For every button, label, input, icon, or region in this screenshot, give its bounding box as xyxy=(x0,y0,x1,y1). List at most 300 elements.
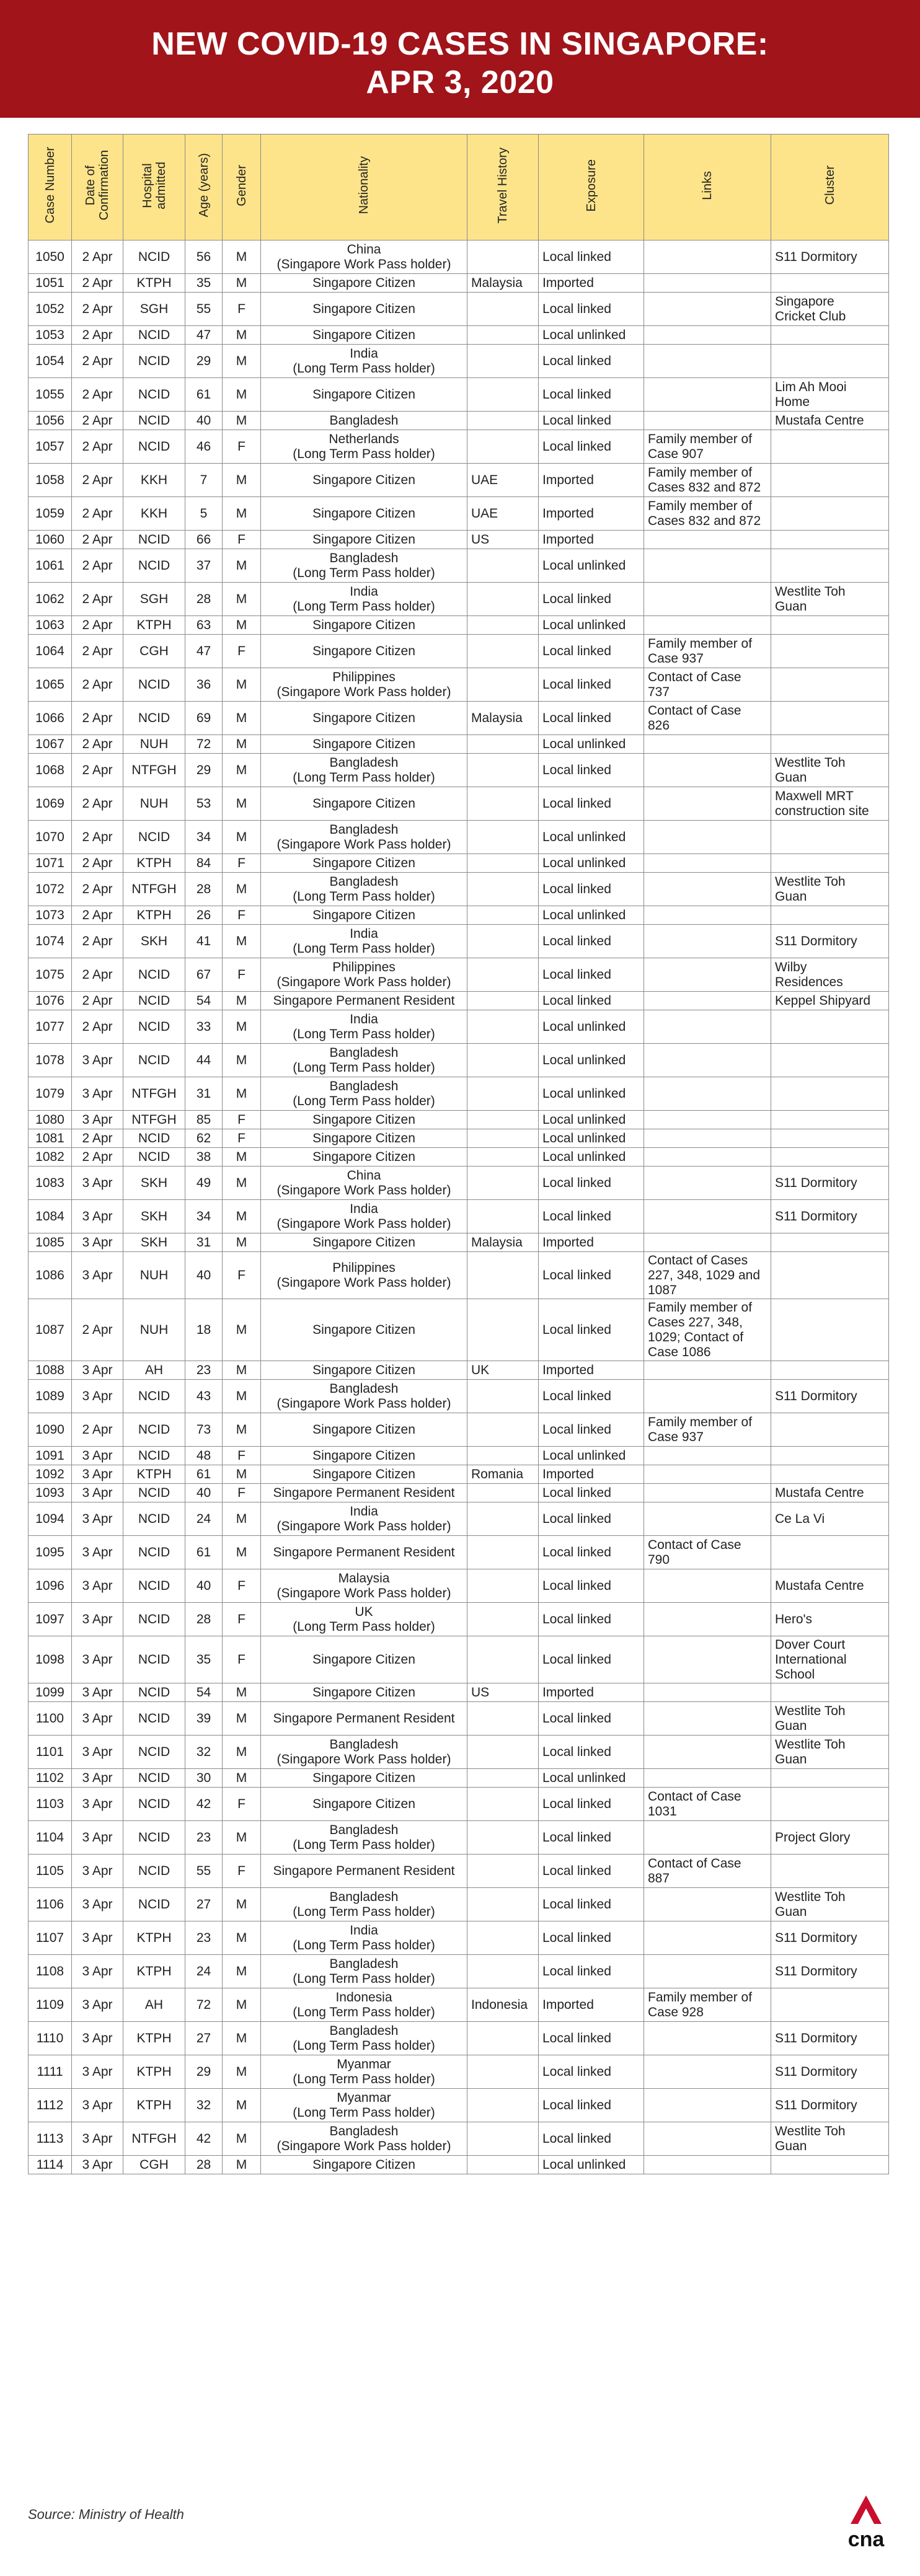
cell-age: 63 xyxy=(185,616,223,635)
cell-age: 28 xyxy=(185,1603,223,1636)
cell-nationality: Singapore Citizen xyxy=(261,1683,467,1702)
cell-cluster: S11 Dormitory xyxy=(771,1955,889,1988)
cell-travel-history xyxy=(467,583,539,616)
cell-hospital: NCID xyxy=(123,702,185,735)
cell-case-number: 1081 xyxy=(29,1129,72,1148)
cell-hospital: NCID xyxy=(123,1603,185,1636)
cell-age: 34 xyxy=(185,1200,223,1233)
cell-cluster xyxy=(771,1855,889,1888)
cell-age: 29 xyxy=(185,754,223,787)
cell-date: 2 Apr xyxy=(72,1413,123,1447)
cell-exposure: Local linked xyxy=(539,873,644,906)
cell-gender: M xyxy=(223,2022,261,2055)
cell-cluster: Westlite Toh Guan xyxy=(771,873,889,906)
cell-case-number: 1089 xyxy=(29,1380,72,1413)
cell-travel-history xyxy=(467,1769,539,1788)
cell-hospital: KTPH xyxy=(123,1465,185,1484)
cell-exposure: Local linked xyxy=(539,668,644,702)
cell-hospital: NTFGH xyxy=(123,1111,185,1129)
table-row xyxy=(29,787,889,821)
source-note: Source: Ministry of Health xyxy=(28,2507,184,2522)
cell-cluster: Westlite Toh Guan xyxy=(771,1702,889,1736)
table-row xyxy=(29,2055,889,2089)
cell-travel-history xyxy=(467,668,539,702)
cell-hospital: NCID xyxy=(123,430,185,464)
cell-case-number: 1102 xyxy=(29,1769,72,1788)
cell-hospital: NCID xyxy=(123,549,185,583)
cell-exposure: Local linked xyxy=(539,925,644,958)
cell-travel-history xyxy=(467,906,539,925)
cell-links xyxy=(644,378,771,412)
cell-exposure: Local unlinked xyxy=(539,1010,644,1044)
cases-table xyxy=(28,134,889,2174)
cell-age: 37 xyxy=(185,549,223,583)
cell-exposure: Local unlinked xyxy=(539,821,644,854)
table-row xyxy=(29,2122,889,2156)
cell-gender: M xyxy=(223,1233,261,1252)
cell-exposure: Local linked xyxy=(539,2022,644,2055)
cell-exposure: Imported xyxy=(539,1233,644,1252)
cell-age: 47 xyxy=(185,326,223,345)
cell-travel-history: UK xyxy=(467,1361,539,1380)
cell-gender: M xyxy=(223,754,261,787)
cell-travel-history xyxy=(467,2089,539,2122)
cell-age: 55 xyxy=(185,293,223,326)
cell-gender: M xyxy=(223,1921,261,1955)
table-header-row xyxy=(29,135,889,240)
cell-case-number: 1082 xyxy=(29,1148,72,1167)
cell-links xyxy=(644,531,771,549)
cell-case-number: 1078 xyxy=(29,1044,72,1077)
cell-case-number: 1073 xyxy=(29,906,72,925)
cell-links xyxy=(644,925,771,958)
cell-exposure: Local unlinked xyxy=(539,1111,644,1129)
cell-case-number: 1079 xyxy=(29,1077,72,1111)
cell-case-number: 1085 xyxy=(29,1233,72,1252)
cell-links xyxy=(644,1702,771,1736)
cell-date: 2 Apr xyxy=(72,668,123,702)
cell-gender: F xyxy=(223,1569,261,1603)
cell-date: 2 Apr xyxy=(72,635,123,668)
cell-age: 84 xyxy=(185,854,223,873)
cell-cluster: Westlite Toh Guan xyxy=(771,754,889,787)
cell-gender: M xyxy=(223,1200,261,1233)
cell-case-number: 1055 xyxy=(29,378,72,412)
cell-exposure: Local linked xyxy=(539,1636,644,1683)
cell-gender: M xyxy=(223,549,261,583)
cell-hospital: NCID xyxy=(123,1683,185,1702)
cell-age: 69 xyxy=(185,702,223,735)
cell-hospital: NCID xyxy=(123,326,185,345)
cell-case-number: 1086 xyxy=(29,1252,72,1299)
cell-exposure: Local linked xyxy=(539,2089,644,2122)
cell-gender: M xyxy=(223,1988,261,2022)
cell-gender: M xyxy=(223,787,261,821)
cell-links xyxy=(644,992,771,1010)
cell-case-number: 1087 xyxy=(29,1299,72,1361)
cell-cluster: Westlite Toh Guan xyxy=(771,1736,889,1769)
cell-nationality: Singapore Citizen xyxy=(261,854,467,873)
cell-age: 23 xyxy=(185,1921,223,1955)
cell-case-number: 1058 xyxy=(29,464,72,497)
cell-age: 43 xyxy=(185,1380,223,1413)
cell-travel-history xyxy=(467,1536,539,1569)
cell-date: 2 Apr xyxy=(72,1148,123,1167)
table-row xyxy=(29,464,889,497)
cell-age: 53 xyxy=(185,787,223,821)
cell-nationality: Bangladesh (Singapore Work Pass holder) xyxy=(261,2122,467,2156)
table-row xyxy=(29,549,889,583)
cell-hospital: NCID xyxy=(123,1484,185,1502)
cell-links xyxy=(644,1955,771,1988)
cell-date: 3 Apr xyxy=(72,1167,123,1200)
cell-gender: F xyxy=(223,1855,261,1888)
cell-gender: F xyxy=(223,1484,261,1502)
cell-nationality: Singapore Citizen xyxy=(261,293,467,326)
cell-case-number: 1111 xyxy=(29,2055,72,2089)
cell-case-number: 1051 xyxy=(29,274,72,293)
cell-nationality: India (Long Term Pass holder) xyxy=(261,345,467,378)
cell-exposure: Local linked xyxy=(539,293,644,326)
cell-gender: M xyxy=(223,1736,261,1769)
col-header-label: Hospital admitted xyxy=(140,161,168,210)
cell-date: 3 Apr xyxy=(72,1769,123,1788)
cell-cluster: Singapore Cricket Club xyxy=(771,293,889,326)
cell-cluster xyxy=(771,464,889,497)
table-row xyxy=(29,240,889,274)
cell-gender: M xyxy=(223,326,261,345)
cell-cluster: S11 Dormitory xyxy=(771,2022,889,2055)
cell-travel-history xyxy=(467,1484,539,1502)
cell-cluster: Lim Ah Mooi Home xyxy=(771,378,889,412)
cell-case-number: 1056 xyxy=(29,412,72,430)
cell-nationality: India (Long Term Pass holder) xyxy=(261,925,467,958)
cell-cluster xyxy=(771,702,889,735)
cell-travel-history xyxy=(467,1636,539,1683)
cell-links: Contact of Case 737 xyxy=(644,668,771,702)
cell-cluster xyxy=(771,2156,889,2174)
table-row xyxy=(29,2022,889,2055)
cell-hospital: NCID xyxy=(123,412,185,430)
cell-gender: M xyxy=(223,992,261,1010)
cell-travel-history: US xyxy=(467,531,539,549)
cell-case-number: 1068 xyxy=(29,754,72,787)
cell-links xyxy=(644,854,771,873)
table-row xyxy=(29,1702,889,1736)
cell-travel-history xyxy=(467,754,539,787)
cell-travel-history xyxy=(467,293,539,326)
cell-exposure: Local unlinked xyxy=(539,549,644,583)
cell-exposure: Local unlinked xyxy=(539,854,644,873)
cell-hospital: NCID xyxy=(123,958,185,992)
cell-age: 61 xyxy=(185,378,223,412)
cell-date: 2 Apr xyxy=(72,378,123,412)
cell-nationality: Singapore Permanent Resident xyxy=(261,992,467,1010)
table-body xyxy=(29,240,889,2174)
cell-hospital: SKH xyxy=(123,1233,185,1252)
cell-age: 31 xyxy=(185,1233,223,1252)
cell-travel-history xyxy=(467,1888,539,1921)
cell-nationality: Singapore Citizen xyxy=(261,1447,467,1465)
cell-links xyxy=(644,1603,771,1636)
cell-case-number: 1091 xyxy=(29,1447,72,1465)
cell-links xyxy=(644,1888,771,1921)
cell-gender: M xyxy=(223,925,261,958)
cell-case-number: 1093 xyxy=(29,1484,72,1502)
cell-hospital: CGH xyxy=(123,635,185,668)
cell-travel-history xyxy=(467,1299,539,1361)
cell-cluster xyxy=(771,1252,889,1299)
cell-age: 7 xyxy=(185,464,223,497)
table-row xyxy=(29,702,889,735)
table-row xyxy=(29,1788,889,1821)
cell-nationality: India (Singapore Work Pass holder) xyxy=(261,1502,467,1536)
table-row xyxy=(29,1569,889,1603)
cell-hospital: NCID xyxy=(123,240,185,274)
cell-links xyxy=(644,293,771,326)
cell-gender: M xyxy=(223,1888,261,1921)
cell-travel-history xyxy=(467,854,539,873)
cell-nationality: UK (Long Term Pass holder) xyxy=(261,1603,467,1636)
cell-date: 2 Apr xyxy=(72,583,123,616)
table-row xyxy=(29,2156,889,2174)
cell-hospital: AH xyxy=(123,1361,185,1380)
table-row xyxy=(29,1044,889,1077)
cell-travel-history xyxy=(467,2055,539,2089)
cell-case-number: 1062 xyxy=(29,583,72,616)
cell-case-number: 1064 xyxy=(29,635,72,668)
cell-links xyxy=(644,2089,771,2122)
cell-travel-history xyxy=(467,1855,539,1888)
cell-exposure: Imported xyxy=(539,497,644,531)
cell-cluster: Hero's xyxy=(771,1603,889,1636)
cell-gender: M xyxy=(223,2089,261,2122)
cell-date: 3 Apr xyxy=(72,1536,123,1569)
cell-cluster xyxy=(771,274,889,293)
cell-nationality: Bangladesh xyxy=(261,412,467,430)
cell-case-number: 1099 xyxy=(29,1683,72,1702)
cell-exposure: Local linked xyxy=(539,1788,644,1821)
cell-links xyxy=(644,906,771,925)
cell-gender: M xyxy=(223,497,261,531)
cell-exposure: Local linked xyxy=(539,1955,644,1988)
cell-nationality: Singapore Citizen xyxy=(261,787,467,821)
cell-cluster xyxy=(771,1413,889,1447)
cell-exposure: Local unlinked xyxy=(539,735,644,754)
cell-travel-history xyxy=(467,1702,539,1736)
cna-logo-mark-icon xyxy=(851,2495,882,2524)
cell-age: 73 xyxy=(185,1413,223,1447)
cell-links xyxy=(644,1465,771,1484)
cell-gender: M xyxy=(223,464,261,497)
cell-hospital: NTFGH xyxy=(123,873,185,906)
cell-nationality: Singapore Citizen xyxy=(261,1148,467,1167)
cell-cluster: S11 Dormitory xyxy=(771,925,889,958)
cell-gender: F xyxy=(223,293,261,326)
cell-hospital: NTFGH xyxy=(123,1077,185,1111)
cell-date: 2 Apr xyxy=(72,616,123,635)
cell-cluster xyxy=(771,326,889,345)
cell-age: 55 xyxy=(185,1855,223,1888)
cell-date: 3 Apr xyxy=(72,1921,123,1955)
cell-travel-history xyxy=(467,549,539,583)
table-row xyxy=(29,1447,889,1465)
cell-travel-history xyxy=(467,412,539,430)
cell-cluster xyxy=(771,854,889,873)
cell-age: 61 xyxy=(185,1465,223,1484)
cell-age: 26 xyxy=(185,906,223,925)
cell-cluster xyxy=(771,1361,889,1380)
cell-case-number: 1114 xyxy=(29,2156,72,2174)
cell-case-number: 1092 xyxy=(29,1465,72,1484)
cell-hospital: KKH xyxy=(123,464,185,497)
cell-links xyxy=(644,1200,771,1233)
cell-nationality: Singapore Citizen xyxy=(261,735,467,754)
cell-gender: M xyxy=(223,2122,261,2156)
cell-age: 24 xyxy=(185,1502,223,1536)
cell-date: 3 Apr xyxy=(72,1044,123,1077)
cell-case-number: 1066 xyxy=(29,702,72,735)
cell-hospital: CGH xyxy=(123,2156,185,2174)
cell-cluster: Wilby Residences xyxy=(771,958,889,992)
table-row xyxy=(29,1252,889,1299)
cell-travel-history xyxy=(467,735,539,754)
cell-cluster: Dover Court International School xyxy=(771,1636,889,1683)
cell-cluster xyxy=(771,821,889,854)
cell-gender: M xyxy=(223,1380,261,1413)
cell-hospital: NCID xyxy=(123,1569,185,1603)
cell-links xyxy=(644,1129,771,1148)
cell-gender: F xyxy=(223,854,261,873)
cell-nationality: Philippines (Singapore Work Pass holder) xyxy=(261,1252,467,1299)
cell-exposure: Local linked xyxy=(539,1888,644,1921)
cell-exposure: Local unlinked xyxy=(539,1077,644,1111)
cell-case-number: 1084 xyxy=(29,1200,72,1233)
cell-exposure: Local linked xyxy=(539,412,644,430)
cell-nationality: Singapore Citizen xyxy=(261,1111,467,1129)
cell-exposure: Local unlinked xyxy=(539,1769,644,1788)
cell-exposure: Imported xyxy=(539,1361,644,1380)
cell-age: 24 xyxy=(185,1955,223,1988)
table-row xyxy=(29,1683,889,1702)
cell-gender: M xyxy=(223,378,261,412)
table-row xyxy=(29,1167,889,1200)
cell-travel-history xyxy=(467,2156,539,2174)
cell-date: 2 Apr xyxy=(72,430,123,464)
cell-hospital: KTPH xyxy=(123,616,185,635)
cell-cluster: S11 Dormitory xyxy=(771,2089,889,2122)
cell-travel-history xyxy=(467,2022,539,2055)
cell-age: 27 xyxy=(185,2022,223,2055)
cell-gender: M xyxy=(223,1299,261,1361)
cell-hospital: KTPH xyxy=(123,906,185,925)
cell-date: 2 Apr xyxy=(72,531,123,549)
cell-hospital: SGH xyxy=(123,293,185,326)
col-header-label: Date of Confirmation xyxy=(84,150,111,221)
cell-links xyxy=(644,1484,771,1502)
cell-links xyxy=(644,1736,771,1769)
cell-case-number: 1050 xyxy=(29,240,72,274)
cell-date: 2 Apr xyxy=(72,412,123,430)
col-header-nationality xyxy=(261,135,467,240)
cell-nationality: Bangladesh (Long Term Pass holder) xyxy=(261,1077,467,1111)
cell-hospital: KTPH xyxy=(123,1955,185,1988)
cell-nationality: Philippines (Singapore Work Pass holder) xyxy=(261,668,467,702)
table-row xyxy=(29,992,889,1010)
col-header-label: Travel History xyxy=(496,147,510,224)
cell-nationality: Singapore Citizen xyxy=(261,1299,467,1361)
cell-gender: M xyxy=(223,821,261,854)
cell-links xyxy=(644,345,771,378)
cell-nationality: Bangladesh (Singapore Work Pass holder) xyxy=(261,821,467,854)
table-row xyxy=(29,754,889,787)
col-header-cluster xyxy=(771,135,889,240)
table-row xyxy=(29,345,889,378)
cell-date: 2 Apr xyxy=(72,345,123,378)
cell-date: 3 Apr xyxy=(72,1855,123,1888)
cell-exposure: Local linked xyxy=(539,2122,644,2156)
cell-links xyxy=(644,1683,771,1702)
cell-nationality: Singapore Citizen xyxy=(261,497,467,531)
cell-travel-history xyxy=(467,1788,539,1821)
cell-date: 2 Apr xyxy=(72,992,123,1010)
cell-nationality: Singapore Citizen xyxy=(261,1465,467,1484)
cell-gender: F xyxy=(223,1252,261,1299)
cell-age: 54 xyxy=(185,992,223,1010)
cell-gender: M xyxy=(223,1010,261,1044)
cell-case-number: 1113 xyxy=(29,2122,72,2156)
cell-age: 35 xyxy=(185,274,223,293)
cell-hospital: NCID xyxy=(123,1736,185,1769)
cell-exposure: Local linked xyxy=(539,702,644,735)
cell-cluster xyxy=(771,1077,889,1111)
cell-case-number: 1088 xyxy=(29,1361,72,1380)
cell-links xyxy=(644,2055,771,2089)
cell-hospital: NUH xyxy=(123,1299,185,1361)
cell-gender: F xyxy=(223,1788,261,1821)
cell-age: 33 xyxy=(185,1010,223,1044)
cell-case-number: 1112 xyxy=(29,2089,72,2122)
cell-age: 40 xyxy=(185,1484,223,1502)
cell-links xyxy=(644,1044,771,1077)
cell-case-number: 1108 xyxy=(29,1955,72,1988)
table-row xyxy=(29,873,889,906)
cell-age: 36 xyxy=(185,668,223,702)
cell-case-number: 1096 xyxy=(29,1569,72,1603)
cell-nationality: Bangladesh (Long Term Pass holder) xyxy=(261,754,467,787)
cell-cluster xyxy=(771,635,889,668)
cell-case-number: 1070 xyxy=(29,821,72,854)
cell-date: 2 Apr xyxy=(72,274,123,293)
cell-cluster: S11 Dormitory xyxy=(771,1200,889,1233)
cell-links xyxy=(644,2122,771,2156)
cell-age: 23 xyxy=(185,1821,223,1855)
cell-cluster: Mustafa Centre xyxy=(771,1569,889,1603)
cell-links xyxy=(644,2022,771,2055)
cell-travel-history xyxy=(467,1111,539,1129)
table-row xyxy=(29,1769,889,1788)
cell-gender: F xyxy=(223,1129,261,1148)
cell-case-number: 1052 xyxy=(29,293,72,326)
cell-travel-history xyxy=(467,1736,539,1769)
cell-travel-history xyxy=(467,326,539,345)
cell-gender: M xyxy=(223,1361,261,1380)
cell-travel-history: Malaysia xyxy=(467,1233,539,1252)
cell-hospital: NCID xyxy=(123,821,185,854)
cell-exposure: Imported xyxy=(539,274,644,293)
cell-links xyxy=(644,2156,771,2174)
cell-cluster: Ce La Vi xyxy=(771,1502,889,1536)
